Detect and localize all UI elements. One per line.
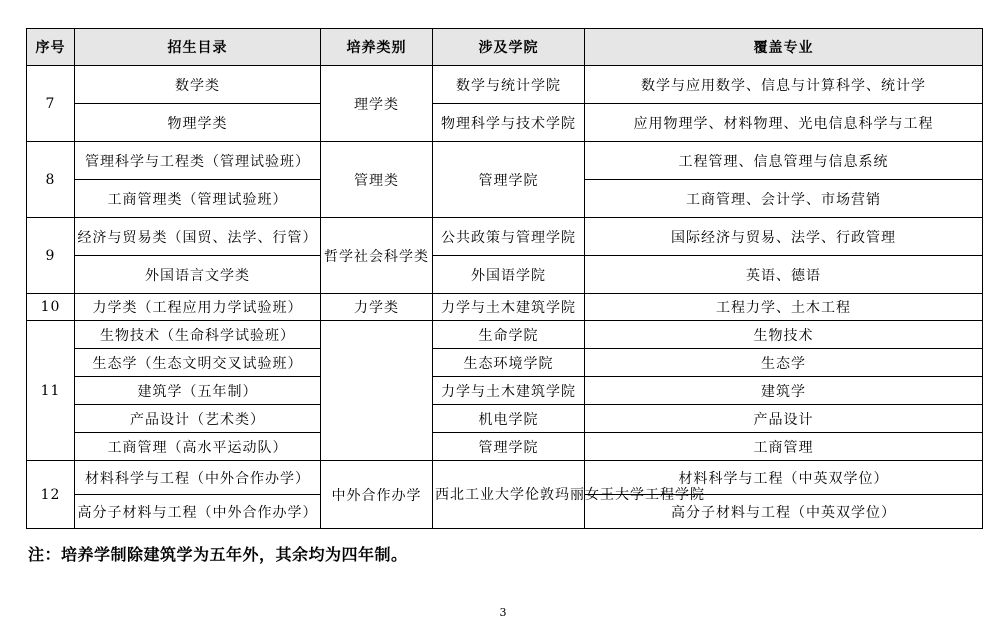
majors-cell: 生物技术	[585, 321, 983, 349]
table-row	[27, 349, 983, 377]
header-college: 涉及学院	[433, 29, 585, 66]
directory-cell: 生态学（生态文明交叉试验班）	[75, 349, 321, 377]
directory-cell: 物理学类	[75, 104, 321, 142]
directory-cell: 产品设计（艺术类）	[75, 405, 321, 433]
table-row	[27, 294, 983, 321]
table-row	[27, 377, 983, 405]
majors-cell: 英语、德语	[585, 256, 983, 294]
directory-cell: 生物技术（生命科学试验班）	[75, 321, 321, 349]
seq-cell: 11	[27, 321, 75, 461]
category-cell: 哲学社会科学类	[321, 218, 433, 294]
seq-cell: 12	[27, 461, 75, 529]
directory-cell: 力学类（工程应用力学试验班）	[75, 294, 321, 321]
footnote: 注：培养学制除建筑学为五年外，其余均为四年制。	[28, 545, 408, 564]
college-cell: 外国语学院	[433, 256, 585, 294]
college-cell: 机电学院	[433, 405, 585, 433]
majors-cell: 生态学	[585, 349, 983, 377]
table-row	[27, 218, 983, 256]
college-cell: 管理学院	[433, 433, 585, 461]
majors-cell: 数学与应用数学、信息与计算科学、统计学	[585, 66, 983, 104]
college-cell: 物理科学与技术学院	[433, 104, 585, 142]
header-seq: 序号	[27, 29, 75, 66]
category-cell: 中外合作办学	[321, 461, 433, 529]
majors-cell: 产品设计	[585, 405, 983, 433]
college-cell: 数学与统计学院	[433, 66, 585, 104]
header-directory: 招生目录	[75, 29, 321, 66]
table-row	[27, 461, 983, 495]
college-cell: 西北工业大学伦敦玛丽女王大学工程学院	[433, 461, 585, 529]
college-cell: 生命学院	[433, 321, 585, 349]
category-cell	[321, 321, 433, 461]
table-row	[27, 321, 983, 349]
college-cell: 力学与土木建筑学院	[433, 294, 585, 321]
category-cell: 力学类	[321, 294, 433, 321]
page-number: 3	[499, 606, 507, 619]
header-category: 培养类别	[321, 29, 433, 66]
category-cell: 管理类	[321, 142, 433, 218]
majors-cell: 工程管理、信息管理与信息系统	[585, 142, 983, 180]
table-row	[27, 104, 983, 142]
table-row	[27, 405, 983, 433]
college-cell: 管理学院	[433, 142, 585, 218]
enrollment-table	[26, 28, 983, 529]
table-header-row	[27, 29, 983, 66]
seq-cell: 9	[27, 218, 75, 294]
directory-cell: 外国语言文学类	[75, 256, 321, 294]
majors-cell: 应用物理学、材料物理、光电信息科学与工程	[585, 104, 983, 142]
majors-cell: 国际经济与贸易、法学、行政管理	[585, 218, 983, 256]
table-row	[27, 256, 983, 294]
majors-cell: 高分子材料与工程（中英双学位）	[585, 495, 983, 529]
directory-cell: 建筑学（五年制）	[75, 377, 321, 405]
table-row	[27, 433, 983, 461]
directory-cell: 工商管理（高水平运动队）	[75, 433, 321, 461]
majors-cell: 工商管理	[585, 433, 983, 461]
table-row	[27, 66, 983, 104]
category-cell: 理学类	[321, 66, 433, 142]
table-row	[27, 142, 983, 180]
directory-cell: 数学类	[75, 66, 321, 104]
college-cell: 生态环境学院	[433, 349, 585, 377]
directory-cell: 高分子材料与工程（中外合作办学）	[75, 495, 321, 529]
seq-cell: 10	[27, 294, 75, 321]
majors-cell: 材料科学与工程（中英双学位）	[585, 461, 983, 495]
seq-cell: 7	[27, 66, 75, 142]
directory-cell: 管理科学与工程类（管理试验班）	[75, 142, 321, 180]
seq-cell: 8	[27, 142, 75, 218]
majors-cell: 工程力学、土木工程	[585, 294, 983, 321]
directory-cell: 工商管理类（管理试验班）	[75, 180, 321, 218]
majors-cell: 建筑学	[585, 377, 983, 405]
header-majors: 覆盖专业	[585, 29, 983, 66]
directory-cell: 材料科学与工程（中外合作办学）	[75, 461, 321, 495]
college-cell: 公共政策与管理学院	[433, 218, 585, 256]
majors-cell: 工商管理、会计学、市场营销	[585, 180, 983, 218]
directory-cell: 经济与贸易类（国贸、法学、行管）	[75, 218, 321, 256]
college-cell: 力学与土木建筑学院	[433, 377, 585, 405]
